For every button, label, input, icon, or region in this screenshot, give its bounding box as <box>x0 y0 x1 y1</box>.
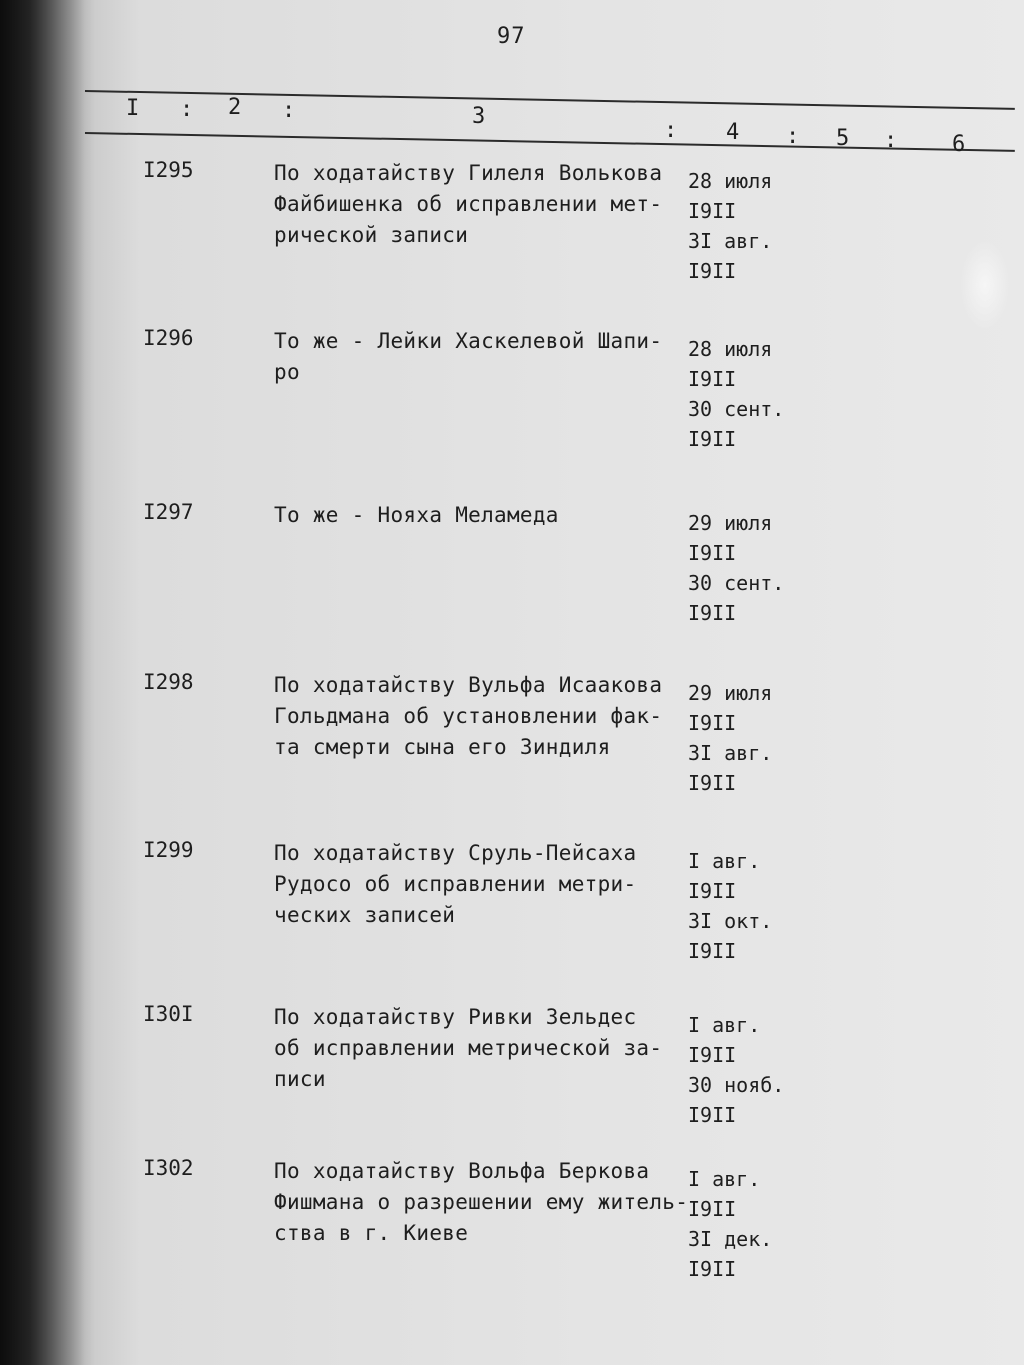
header-rule-top <box>85 90 1015 110</box>
column-separator: : <box>884 128 898 153</box>
column-separator: : <box>282 98 296 123</box>
entry-dates: 29 июля I9II 30 сент. I9II <box>688 511 785 625</box>
column-2-number: 2 <box>228 95 242 120</box>
column-separator: : <box>180 97 194 122</box>
column-4-number: 4 <box>726 120 740 145</box>
entry-number: I302 <box>143 1156 194 1180</box>
entry-number: I295 <box>143 158 194 182</box>
column-3-number: 3 <box>472 104 486 129</box>
entry-dates: I авг. I9II 30 нояб. I9II <box>688 1013 785 1127</box>
header-rule-bottom <box>85 132 1015 152</box>
entry-dates: 28 июля I9II 3I авг. I9II <box>688 169 773 283</box>
entry-dates: 28 июля I9II 30 сент. I9II <box>688 337 785 451</box>
entry-description: По ходатайству Ривки Зельдес об исправлении метрической за- писи <box>274 1005 663 1091</box>
column-separator: : <box>786 124 800 149</box>
entry-description: По ходатайству Гилеля Волькова Файбишенка об исправлении мет- рической записи <box>274 161 663 247</box>
entry-number: I30I <box>143 1002 194 1026</box>
column-5-number: 5 <box>836 126 850 151</box>
entry-number: I296 <box>143 326 194 350</box>
entry-description: По ходатайству Вольфа Беркова Фишмана о разрешении ему житель- ства в г. Киеве <box>274 1159 689 1245</box>
entry-description: То же - Лейки Хаскелевой Шапи- ро <box>274 329 663 384</box>
page-number: 97 <box>497 24 526 49</box>
entry-dates: I авг. I9II 3I дек. I9II <box>688 1167 773 1281</box>
column-1-number: I <box>126 96 140 121</box>
entry-description: По ходатайству Сруль-Пейсаха Рудосо об исправлении метри- ческих записей <box>274 841 637 927</box>
page-edge-shadow <box>0 0 95 1365</box>
entry-description: По ходатайству Вульфа Исаакова Гольдмана об установлении фак- та смерти сына его Зиндиля <box>274 673 663 759</box>
entry-number: I297 <box>143 500 194 524</box>
entry-number: I298 <box>143 670 194 694</box>
entry-dates: I авг. I9II 3I окт. I9II <box>688 849 773 963</box>
entry-number: I299 <box>143 838 194 862</box>
entry-description: То же - Нояха Меламеда <box>274 503 559 527</box>
entry-dates: 29 июля I9II 3I авг. I9II <box>688 681 773 795</box>
column-6-number: 6 <box>952 132 966 157</box>
column-separator: : <box>664 118 678 143</box>
paper-crease <box>960 240 1010 330</box>
